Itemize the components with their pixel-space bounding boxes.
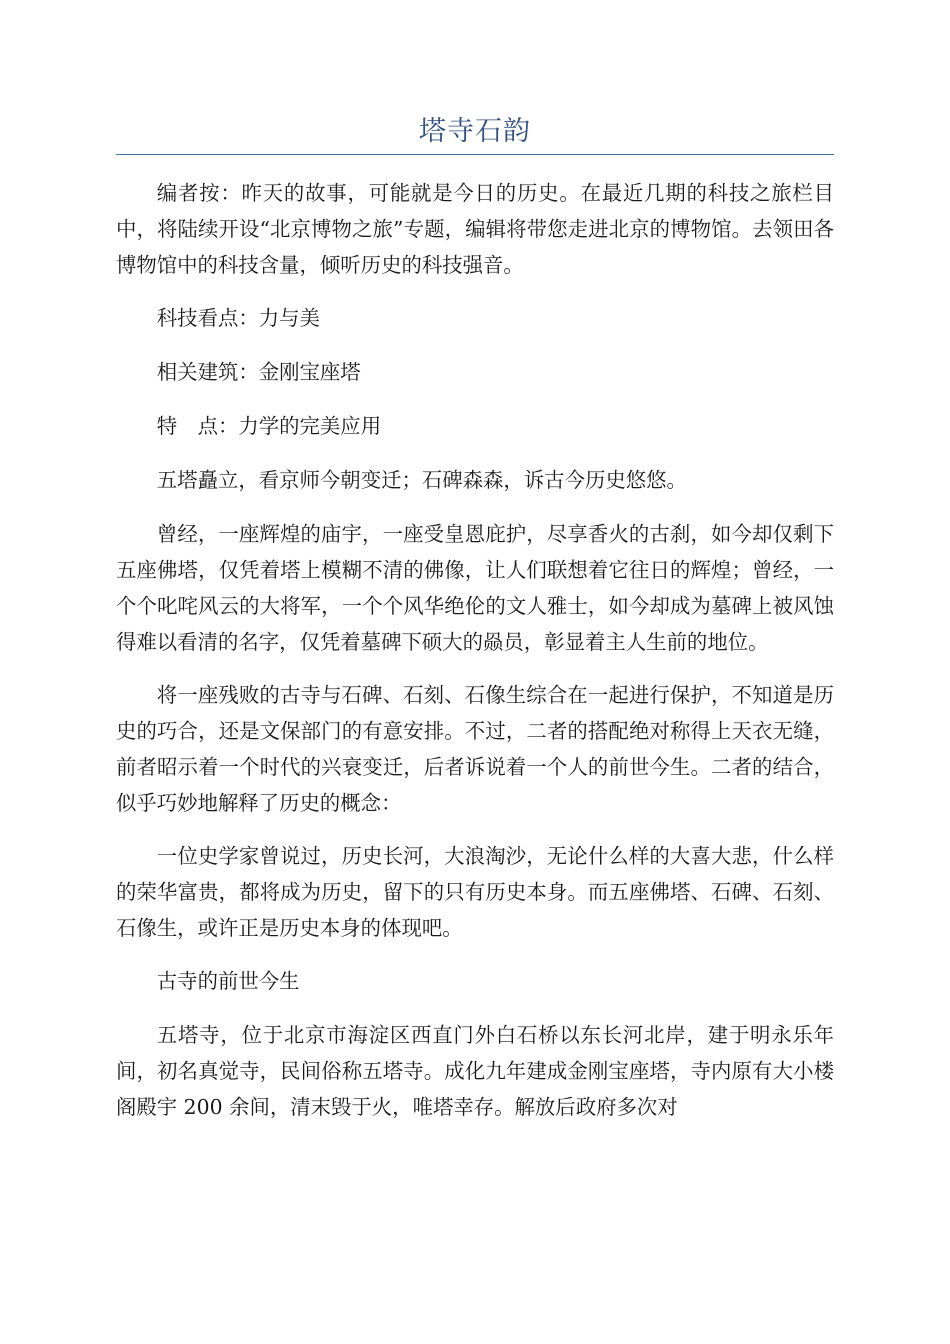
title-underline — [116, 154, 834, 155]
paragraph-related-building: 相关建筑：金刚宝座塔 — [156, 360, 361, 384]
paragraph-tech-highlight: 科技看点：力与美 — [156, 306, 320, 330]
document-body — [116, 175, 834, 1142]
paragraph-preservation: 将一座残败的古寺与石碑、石刻、石像生综合在一起进行保护，不知道是历史的巧合，还是文保部门的有意安排。不过，二者的搭配绝对称得上天衣无缝，前者昭示着一个时代的兴衰变迁，后者诉说着一个人的前世今生。二者的结合，似乎巧妙地解释了历史的概念： — [116, 683, 834, 815]
section-heading-temple-history: 古寺的前世今生 — [156, 969, 300, 993]
paragraph-wuta-temple: 五塔寺，位于北京市海淀区西直门外白石桥以东长河北岸，建于明永乐年间，初名真觉寺，民间俗称五塔寺。成化九年建成金刚宝座塔，寺内原有大小楼阁殿宇 200 余间，清末毁于火，唯塔幸存。解放后政府多次对 — [116, 1023, 834, 1119]
paragraph-couplet: 五塔矗立，看京师今朝变迁；石碑森森，诉古今历史悠悠。 — [156, 468, 687, 492]
paragraph-editor-note: 编者按：昨天的故事，可能就是今日的历史。在最近几期的科技之旅栏目中，将陆续开设“北京博物之旅”专题，编辑将带您走进北京的博物馆。去领田各博物馆中的科技含量，倾听历史的科技强音。 — [116, 181, 834, 277]
paragraph-once: 曾经，一座辉煌的庙宇，一座受皇恩庇护，尽享香火的古刹，如今却仅剩下五座佛塔，仅凭着塔上模糊不清的佛像，让人们联想着它往日的辉煌；曾经，一个个叱咤风云的大将军，一个个风华绝伦的文人雅士，如今却成为墓碑上被风蚀得难以看清的名字，仅凭着墓碑下硕大的赑员，彰显着主人生前的地位。 — [116, 522, 834, 654]
paragraph-historian: 一位史学家曾说过，历史长河，大浪淘沙，无论什么样的大喜大悲，什么样的荣华富贵，都将成为历史，留下的只有历史本身。而五座佛塔、石碑、石刻、石像生，或许正是历史本身的体现吧。 — [116, 844, 834, 940]
document-title: 塔寺石韵 — [419, 116, 531, 147]
document-page — [116, 0, 834, 1344]
paragraph-feature: 特 点：力学的完美应用 — [156, 414, 382, 438]
